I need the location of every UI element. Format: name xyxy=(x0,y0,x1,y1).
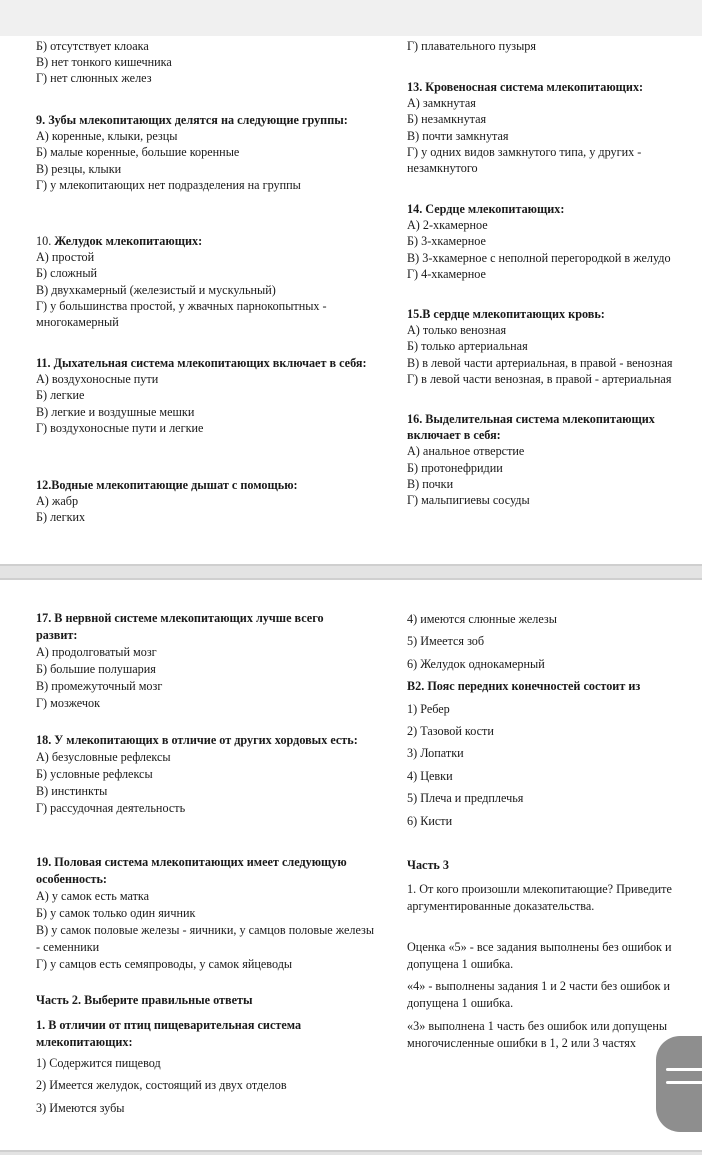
question-text: 1. В отличии от птиц пищеварительная система млекопитающих: xyxy=(36,1018,302,1049)
option: В) промежуточный мозг xyxy=(36,679,163,693)
question-text: 9. Зубы млекопитающих делятся на следующие группы: xyxy=(36,113,348,127)
option: В) резцы, клыки xyxy=(36,161,122,176)
question-13 xyxy=(407,79,697,176)
question-number: 10. xyxy=(36,234,55,248)
option: 3) Лопатки xyxy=(407,746,464,761)
option: Г) мозжечок xyxy=(36,696,101,710)
option: Г) у млекопитающих нет подразделения на группы xyxy=(36,177,301,192)
option: А) у самок есть матка xyxy=(36,889,150,903)
option: В) 3-хкамерное с неполной перегородкой в желудо xyxy=(407,250,671,265)
b1-left-options xyxy=(36,1052,381,1119)
option: 2) Тазовой кости xyxy=(407,723,494,738)
question-text xyxy=(36,233,371,249)
question-text: 13. Кровеносная система млекопитающих: xyxy=(407,80,644,94)
option: Г) воздухоносные пути и легкие xyxy=(36,420,204,435)
question-11 xyxy=(36,355,371,436)
question-12 xyxy=(36,477,381,526)
menu-bar-icon xyxy=(666,1081,702,1084)
question-16 xyxy=(407,411,692,508)
question-9 xyxy=(36,112,366,193)
option: 4) имеются слюнные железы xyxy=(407,612,557,626)
question-b2-text: В2. Пояс передних конечностей состоит из xyxy=(407,679,641,694)
question-text: 19. Половая система млекопитающих имеет следующую особенность: xyxy=(36,855,347,886)
option: Г) 4-хкамерное xyxy=(407,266,486,281)
question-text: 16. Выделительная система млекопитающих включает в себя: xyxy=(407,412,655,443)
option: 2) Имеется желудок, состоящий из двух отделов xyxy=(36,1078,287,1093)
option: А) продолговатый мозг xyxy=(36,645,157,659)
option: В) почки xyxy=(407,476,454,491)
option: 1) Ребер xyxy=(407,701,450,716)
part-3-title: Часть 3 xyxy=(407,858,450,872)
option: Г) у самцов есть семяпроводы, у самок яйцеводы xyxy=(36,957,293,971)
option: Б) только артериальная xyxy=(407,339,528,354)
option: А) замкнутая xyxy=(407,96,476,111)
option: Б) 3-хкамерное xyxy=(407,234,486,249)
option: 3) Имеются зубы xyxy=(36,1100,125,1115)
grade-5-criteria: Оценка «5» - все задания выполнены без ошибок и допущена 1 ошибка. xyxy=(407,940,672,971)
question-18 xyxy=(36,732,376,817)
option: А) безусловные рефлексы xyxy=(36,750,171,764)
part-2-title: Часть 2. Выберите правильные ответы xyxy=(36,993,253,1007)
option: Г) рассудочная деятельность xyxy=(36,801,186,815)
option: В) в левой части артериальная, в правой - венозная xyxy=(407,355,673,370)
option: 5) Имеется зоб xyxy=(407,634,485,649)
page-divider-bottom xyxy=(0,1150,702,1155)
option: В) инстинкты xyxy=(36,784,108,798)
question-10 xyxy=(36,233,371,330)
option: Г) в левой части венозная, в правой - артериальная xyxy=(407,371,672,386)
part-3-question: 1. От кого произошли млекопитающие? Приведите аргументированные доказательства. xyxy=(407,882,672,913)
option: Б) легких xyxy=(36,510,86,525)
question-text: 15.В сердце млекопитающих кровь: xyxy=(407,307,605,321)
option: В) нет тонкого кишечника xyxy=(36,55,172,70)
question-text: 11. Дыхательная система млекопитающих включает в себя: xyxy=(36,356,367,370)
option: 5) Плеча и предплечья xyxy=(407,791,524,806)
option: А) анальное отверстие xyxy=(407,444,525,459)
question-text: 18. У млекопитающих в отличие от других хордовых есть: xyxy=(36,733,358,747)
option: А) жабр xyxy=(36,494,79,509)
option: 1) Содержится пищевод xyxy=(36,1056,161,1070)
grade-4-criteria: «4» - выполнены задания 1 и 2 части без ошибок и допущена 1 ошибка. xyxy=(407,979,671,1010)
question-8-tail xyxy=(36,38,381,87)
question-b1 xyxy=(36,1017,346,1051)
question-15 xyxy=(407,306,702,387)
question-title: Желудок млекопитающих: xyxy=(54,234,203,248)
question-14 xyxy=(407,201,702,282)
option: Б) условные рефлексы xyxy=(36,767,153,781)
menu-bar-icon xyxy=(666,1068,702,1071)
option: В) легкие и воздушные мешки xyxy=(36,404,195,419)
option: Г) плавательного пузыря xyxy=(407,39,536,53)
option: В) у самок половые железы - яичники, у самцов половые железы - семенники xyxy=(36,923,375,954)
option: 4) Цевки xyxy=(407,768,453,783)
option: Б) у самок только один яичник xyxy=(36,906,196,920)
page-divider xyxy=(0,564,702,580)
question-text: 17. В нервной системе млекопитающих лучше всего развит: xyxy=(36,611,324,642)
document-page-1 xyxy=(0,36,702,564)
option: Б) незамкнутая xyxy=(407,112,487,127)
menu-button[interactable] xyxy=(656,1036,702,1132)
question-12b-tail xyxy=(407,38,702,54)
option: А) только венозная xyxy=(407,323,507,338)
option: Б) легкие xyxy=(36,388,85,403)
option: А) воздухоносные пути xyxy=(36,372,159,387)
option: 6) Желудок однокамерный xyxy=(407,656,545,671)
option: Г) нет слюнных желез xyxy=(36,71,152,86)
grade-3-criteria: «3» выполнена 1 часть без ошибок или допущены многочисленные ошибки в 1, 2 или 3 частях xyxy=(407,1019,668,1050)
option: А) простой xyxy=(36,250,95,265)
option: В) двухкамерный (железистый и мускульный) xyxy=(36,282,276,297)
viewer-top-bar xyxy=(0,0,702,37)
question-text: 14. Сердце млекопитающих: xyxy=(407,202,565,216)
question-text: 12.Водные млекопитающие дышат с помощью: xyxy=(36,478,298,492)
option: Г) у одних видов замкнутого типа, у других - незамкнутого xyxy=(407,144,642,176)
document-page-2 xyxy=(0,580,702,1150)
b1-right-options xyxy=(407,608,702,832)
option: Б) отсутствует клоака xyxy=(36,39,149,53)
question-19 xyxy=(36,854,376,973)
option: Г) у большинства простой, у жвачных парнокопытных - многокамерный xyxy=(36,298,327,330)
question-17 xyxy=(36,610,366,712)
option: Б) малые коренные, большие коренные xyxy=(36,145,240,160)
option: 6) Кисти xyxy=(407,813,453,828)
option: А) 2-хкамерное xyxy=(407,218,488,233)
option: Б) протонефридии xyxy=(407,460,503,475)
option: В) почти замкнутая xyxy=(407,128,509,143)
option: Г) мальпигиевы сосуды xyxy=(407,493,530,508)
option: А) коренные, клыки, резцы xyxy=(36,129,178,144)
option: Б) большие полушария xyxy=(36,662,156,676)
option: Б) сложный xyxy=(36,266,98,281)
